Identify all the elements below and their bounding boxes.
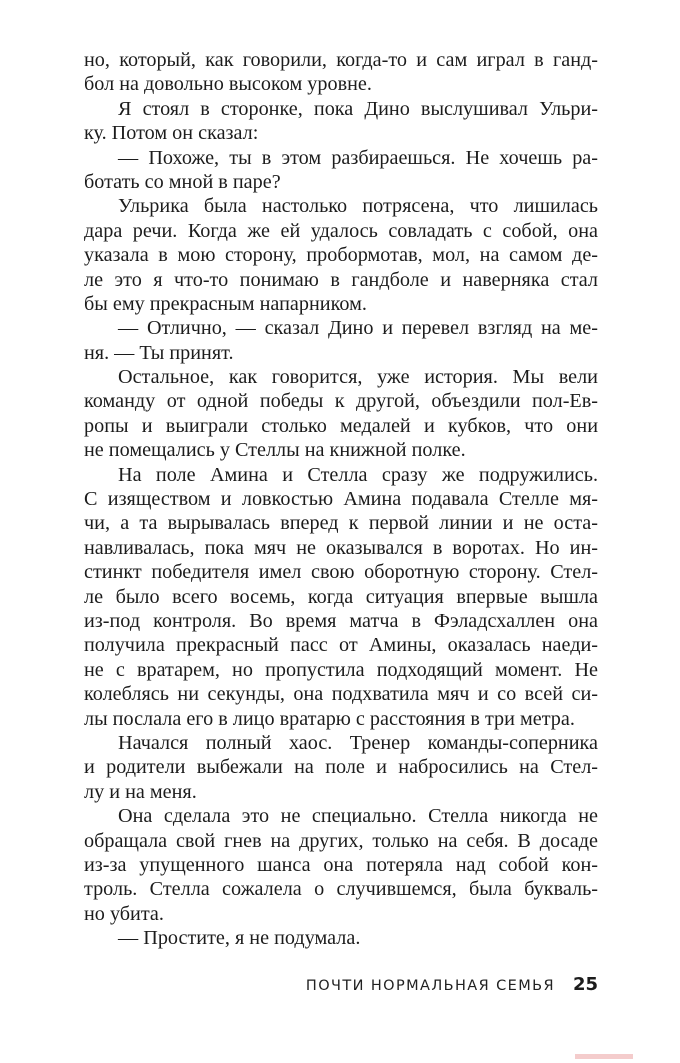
text-line: ропы и выиграли столько медалей и кубков, что они xyxy=(84,414,598,437)
text-line: не с вратарем, но пропустила подходящий момент. Не xyxy=(84,658,598,681)
text-line: стинкт победителя имел свою оборотную сторону. Стел- xyxy=(84,561,598,584)
text-line: команду от одной победы к другой, объездили пол-Ев- xyxy=(84,390,598,413)
text-line: троль. Стелла сожалела о случившемся, была букваль- xyxy=(84,878,598,901)
text-line: Остальное, как говорится, уже история. Мы вели xyxy=(118,366,598,389)
text-line: — Простите, я не подумала. xyxy=(118,927,361,950)
text-line: лы послала его в лицо вратарю с расстояния в три метра. xyxy=(84,707,575,730)
page-body-text xyxy=(84,48,598,950)
text-line: из-под контроля. Во время матча в Фэладсхаллен она xyxy=(84,609,598,632)
text-line: ку. Потом он сказал: xyxy=(84,122,259,145)
text-line: Начался полный хаос. Тренер команды-соперника xyxy=(118,731,598,754)
running-footer xyxy=(84,974,598,998)
text-line: бол на довольно высоком уровне. xyxy=(84,73,372,96)
text-line: но убита. xyxy=(84,902,164,925)
text-line: обращала свой гнев на других, только на себя. В досаде xyxy=(84,829,598,852)
text-line: навливалась, пока мяч не оказывался в воротах. Но ин- xyxy=(84,536,598,559)
text-line: и родители выбежали на поле и набросились на Стел- xyxy=(84,756,598,779)
text-line: бы ему прекрасным напарником. xyxy=(84,292,367,315)
text-line: — Похоже, ты в этом разбираешься. Не хочешь ра- xyxy=(118,146,598,169)
text-line: указала в мою сторону, пробормотав, мол, на самом де- xyxy=(84,244,598,267)
text-line: колеблясь ни секунды, она подхватила мяч и со всей си- xyxy=(84,683,598,706)
text-line: получила прекрасный пасс от Амины, оказалась наеди- xyxy=(84,634,598,657)
text-line: Я стоял в сторонке, пока Дино выслушивал Ульри- xyxy=(118,97,598,120)
text-line: но, который, как говорили, когда-то и сам играл в ганд- xyxy=(84,49,598,71)
text-line: не помещались у Стеллы на книжной полке. xyxy=(84,439,466,462)
text-line: чи, а та вырывалась вперед к первой линии и не оста- xyxy=(84,512,598,535)
text-line: Ульрика была настолько потрясена, что лишилась xyxy=(118,195,598,218)
text-line: из-за упущенного шанса она потеряла над собой кон- xyxy=(84,853,598,876)
text-line: лу и на меня. xyxy=(84,780,197,803)
text-line: С изяществом и ловкостью Амина подавала Стелле мя- xyxy=(84,488,598,511)
text-line: ле это я что-то понимаю в гандболе и наверняка стал xyxy=(84,268,598,291)
page-number: 25 xyxy=(572,974,598,995)
text-line: ботать со мной в паре? xyxy=(84,170,281,193)
text-line: — Отлично, — сказал Дино и перевел взгляд на ме- xyxy=(118,317,598,340)
text-line: На поле Амина и Стелла сразу же подружились. xyxy=(118,463,598,486)
text-line: дара речи. Когда же ей удалось совладать с собой, она xyxy=(84,219,598,242)
text-line: Она сделала это не специально. Стелла никогда не xyxy=(118,805,598,828)
book-title: ПОЧТИ НОРМАЛЬНАЯ СЕМЬЯ xyxy=(305,978,555,994)
text-line: ня. — Ты принят. xyxy=(84,341,234,364)
text-line: ле было всего восемь, когда ситуация впервые вышла xyxy=(84,585,598,608)
scan-edge-mark xyxy=(575,1054,633,1059)
